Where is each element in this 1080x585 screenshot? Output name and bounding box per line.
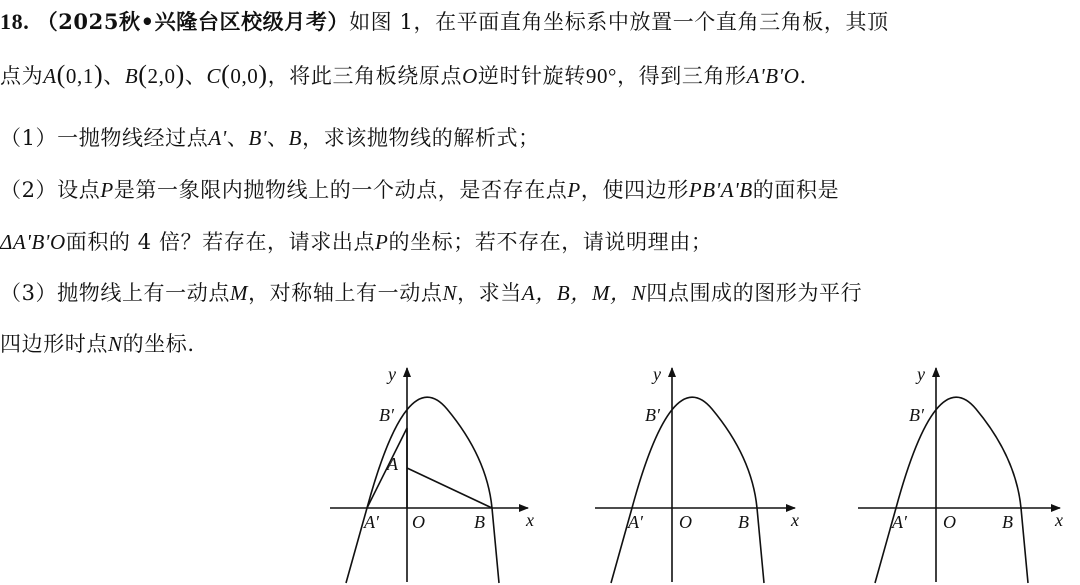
origin-label: O [412,512,425,532]
point-a: A [43,64,57,88]
stem-end: . [799,64,807,88]
q2-text-1: 是第一象限内抛物线上的一个动点，是否存在点 [113,178,568,202]
q1-point-a-prime: A' [208,126,227,150]
segment-ab [407,468,492,508]
q3-point-list: A，B，M，N [521,281,647,305]
parabola [346,397,499,583]
stem-text-a1: 如图 1，在平面直角坐标系中放置一个直角三角板，其顶 [349,10,889,34]
x-axis-label: x [791,510,799,530]
label-a: A [387,454,398,474]
q2-triangle: ΔA'B'O [0,230,66,254]
label-b: B [1002,512,1013,532]
parabola [875,397,1028,583]
y-axis-label: y [388,364,396,384]
q3-point-n: N [108,332,123,356]
x-axis-label: x [1055,510,1063,530]
label-b-prime: B′ [645,405,660,425]
q3-text-4: 四边形时点 [0,332,108,356]
q3-text-3: 四点围成的图形为平行 [646,281,863,305]
q2-prefix: （2）设点 [0,178,101,202]
y-axis-label: y [653,364,661,384]
origin-label: O [943,512,956,532]
q2-text-3: 的面积是 [752,178,840,202]
point-o: O [462,64,478,88]
point-a-coord: 0,1 [65,64,94,88]
q2-text-2: ，使四边形 [580,178,689,202]
q3-text-1: ，对称轴上有一动点 [248,281,443,305]
q1-point-b: B [288,126,303,150]
stem-text-b4: ，得到三角形 [617,64,747,88]
rotation-angle: 90° [585,64,618,88]
stem-text-b1: 点为 [0,64,44,88]
label-b: B [474,512,485,532]
y-axis-label: y [917,364,925,384]
label-a-prime: A′ [364,512,379,532]
q3-prefix: （3）抛物线上有一动点 [0,281,230,305]
point-b-coord: 2,0 [147,64,176,88]
paren: ( [138,60,148,89]
paren: ) [93,60,104,89]
q3-text-2: ，求当 [457,281,522,305]
q1-prefix: （1）一抛物线经过点 [0,126,209,150]
separator: 、 [184,64,207,88]
q3-text-5: 的坐标. [122,332,195,356]
q2-point-p: P [100,178,114,202]
paren: ) [258,60,268,89]
label-b: B [738,512,749,532]
q1-point-b-prime: B' [248,126,268,150]
q2-text-5: 的坐标；若不存在，请说明理由； [388,230,713,254]
label-b-prime: B′ [379,405,394,425]
point-c-coord: 0,0 [230,64,259,88]
q2-text-4: 面积的 4 倍？若存在，请求出点 [65,230,376,254]
triangle-name: A'B'O [746,64,800,88]
figure-1 [330,364,534,583]
stem-text-b2: ，将此三角板绕原点 [267,64,463,88]
problem-number: 18. [0,9,30,34]
point-b: B [124,64,139,88]
problem-source: （2025秋•兴隆台区校级月考） [36,9,350,34]
point-c: C [206,64,222,88]
label-b-prime: B′ [909,405,924,425]
label-a-prime: A′ [892,512,907,532]
x-axis-label: x [526,510,534,530]
q3-point-n: N [442,281,458,305]
q2-point-p: P [375,230,389,254]
figure-2 [595,364,799,583]
separator: 、 [267,126,289,150]
paren: ( [221,60,231,89]
stem-text-b3: 逆时针旋转 [477,64,586,88]
separator: 、 [226,126,249,150]
origin-label: O [679,512,692,532]
paren: ( [56,60,66,89]
separator: 、 [103,64,125,88]
parabola [611,397,764,583]
figure-3 [858,364,1063,583]
label-a-prime: A′ [628,512,643,532]
q3-point-m: M [229,281,249,305]
q2-quadrilateral: PB'A'B [688,178,753,202]
paren: ) [175,60,185,89]
q2-point-p: P [567,178,581,202]
q1-rest: ，求该抛物线的解析式； [302,126,540,150]
